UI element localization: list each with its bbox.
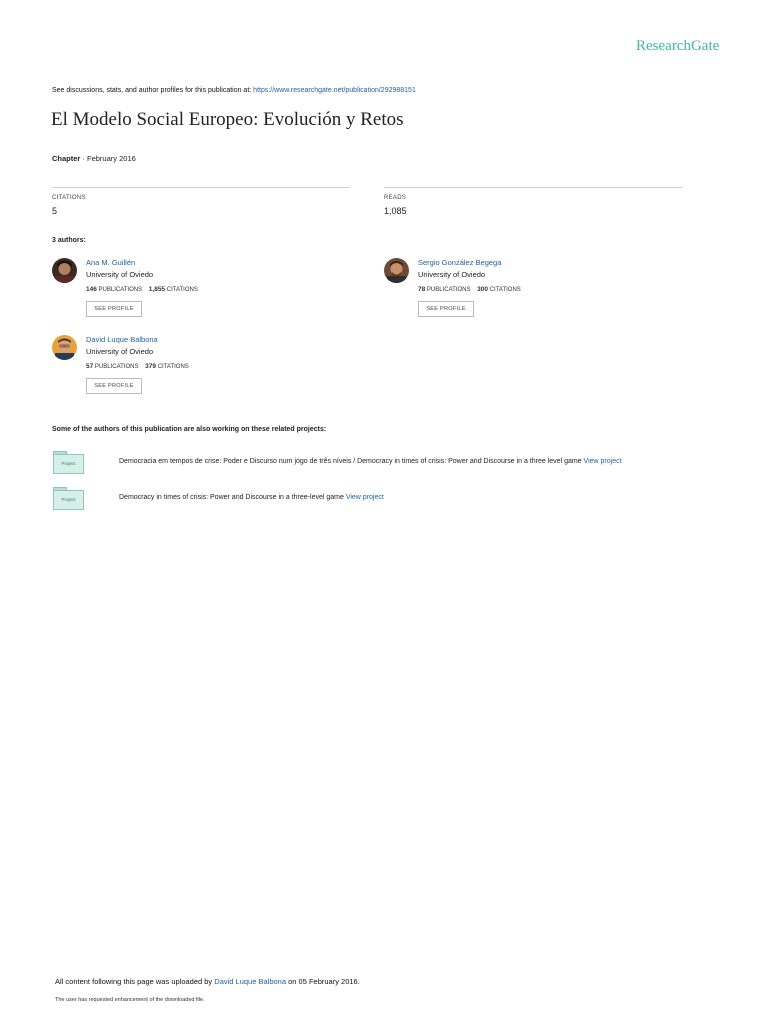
see-profile-button[interactable]: SEE PROFILE bbox=[86, 378, 142, 394]
enhancement-note: The user has requested enhancement of the downloaded file. bbox=[55, 997, 205, 1003]
citations-count-label: CITATIONS bbox=[166, 287, 198, 293]
related-projects-heading: Some of the authors of this publication are also working on these related projects: bbox=[52, 426, 327, 433]
publication-url-link[interactable]: https://www.researchgate.net/publication/292988151 bbox=[253, 87, 416, 94]
publications-label: PUBLICATIONS bbox=[94, 364, 139, 370]
page-title: El Modelo Social Europeo: Evolución y Retos bbox=[51, 109, 404, 130]
project-icon[interactable] bbox=[53, 451, 83, 473]
reads-value: 1,085 bbox=[384, 206, 407, 216]
avatar-photo-icon bbox=[52, 258, 77, 283]
reads-divider bbox=[384, 187, 683, 188]
publications-count: 57 bbox=[86, 363, 94, 370]
see-profile-button[interactable]: SEE PROFILE bbox=[86, 301, 142, 317]
citations-count: 379 bbox=[145, 363, 157, 370]
project-icon[interactable] bbox=[53, 487, 83, 509]
author-card bbox=[384, 258, 684, 328]
avatar-photo-icon bbox=[52, 335, 77, 360]
uploader-link[interactable]: David Luque Balbona bbox=[214, 977, 287, 986]
author-name-link[interactable]: Sergio González Begega bbox=[418, 258, 502, 267]
author-counts bbox=[86, 286, 198, 293]
upload-note bbox=[55, 977, 360, 986]
avatar[interactable] bbox=[384, 258, 409, 283]
citations-divider bbox=[52, 187, 350, 188]
see-profile-button[interactable]: SEE PROFILE bbox=[418, 301, 474, 317]
publication-type: Chapter bbox=[52, 154, 81, 163]
view-project-link[interactable]: View project bbox=[583, 458, 622, 465]
author-counts bbox=[418, 286, 521, 293]
publication-date: · February 2016 bbox=[80, 154, 136, 163]
project-item bbox=[119, 458, 622, 465]
upload-suffix: on 05 February 2016. bbox=[286, 977, 360, 986]
project-icon-label: Project bbox=[53, 454, 84, 474]
author-name-link[interactable]: David Luque Balbona bbox=[86, 335, 158, 344]
author-affiliation: University of Oviedo bbox=[418, 270, 486, 279]
publications-count: 146 bbox=[86, 286, 97, 293]
author-card bbox=[52, 258, 352, 328]
citations-value: 5 bbox=[52, 206, 58, 216]
author-affiliation: University of Oviedo bbox=[86, 270, 154, 279]
authors-heading: 3 authors: bbox=[52, 237, 86, 244]
reads-label: READS bbox=[384, 195, 407, 201]
avatar-photo-icon bbox=[384, 258, 409, 283]
project-title: Democracia em tempos de crise: Poder e Discurso num jogo de três níveis / Democracy in times of crisis: Power and Discourse in a three level game bbox=[119, 458, 584, 465]
citations-label: CITATIONS bbox=[52, 195, 86, 201]
project-title: Democracy in times of crisis: Power and Discourse in a three-level game bbox=[119, 494, 346, 501]
project-item bbox=[119, 494, 384, 501]
citations-count-label: CITATIONS bbox=[489, 287, 521, 293]
citations-count: 300 bbox=[477, 286, 489, 293]
discussion-text: See discussions, stats, and author profiles for this publication at: bbox=[52, 87, 254, 94]
avatar[interactable] bbox=[52, 258, 77, 283]
publications-label: PUBLICATIONS bbox=[98, 287, 143, 293]
publications-label: PUBLICATIONS bbox=[426, 287, 471, 293]
author-card bbox=[52, 335, 352, 405]
publications-count: 78 bbox=[418, 286, 426, 293]
author-counts bbox=[86, 363, 189, 370]
citations-count-label: CITATIONS bbox=[157, 364, 189, 370]
publication-meta bbox=[52, 154, 136, 163]
upload-prefix: All content following this page was uploaded by bbox=[55, 977, 215, 986]
discussion-line bbox=[52, 87, 416, 94]
author-affiliation: University of Oviedo bbox=[86, 347, 154, 356]
researchgate-logo[interactable]: ResearchGate bbox=[636, 38, 720, 54]
author-name-link[interactable]: Ana M. Guillén bbox=[86, 258, 136, 267]
project-icon-label: Project bbox=[53, 490, 84, 510]
avatar[interactable] bbox=[52, 335, 77, 360]
view-project-link[interactable]: View project bbox=[345, 494, 384, 501]
citations-count: 1,855 bbox=[148, 286, 166, 293]
